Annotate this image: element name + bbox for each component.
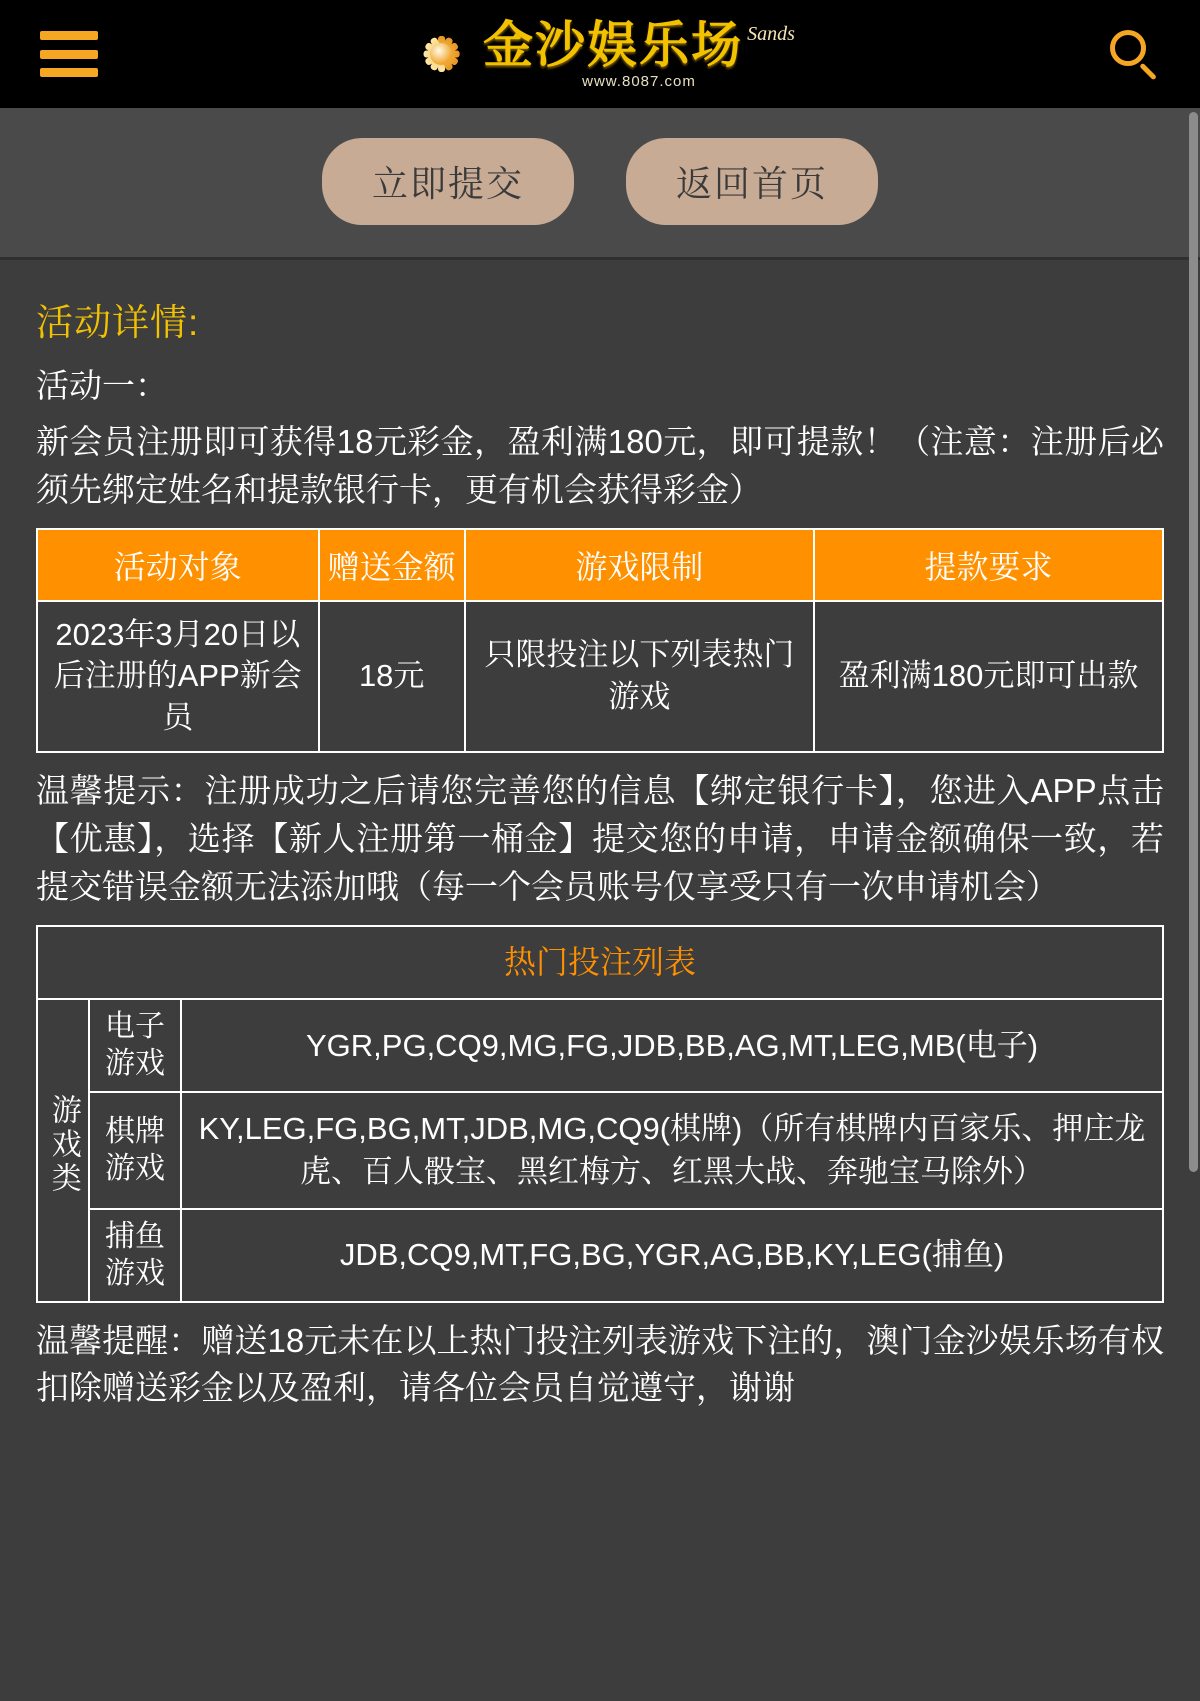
hot-games-table [36,925,1164,1303]
game-list-fish: JDB,CQ9,MT,FG,BG,YGR,AG,BB,KY,LEG(捕鱼) [181,1209,1163,1302]
cell-target: 2023年3月20日以后注册的APP新会员 [37,601,319,753]
col-header-game-limit: 游戏限制 [465,529,814,601]
submit-button[interactable]: 立即提交 [322,138,574,225]
warm-tips-text: 温馨提示：注册成功之后请您完善您的信息【绑定银行卡】，您进入APP点击【优惠】，选择【新人注册第一桶金】提交您的申请，申请金额确保一致，若提交错误金额无法添加哦（每一个会员账号仅享受只有一次申请机会） [36,772,1164,905]
game-type-fish: 捕鱼游戏 [89,1209,181,1302]
logo-url-text: www.8087.com [582,72,696,90]
col-header-amount: 赠送金额 [319,529,465,601]
action-button-bar [0,108,1200,260]
logo-sands-text: Sands [747,22,795,45]
page-scrollbar[interactable] [1189,112,1198,1695]
scrollbar-thumb[interactable] [1189,112,1198,1172]
warm-reminder-text: 温馨提醒：赠送18元未在以上热门投注列表游戏下注的，澳门金沙娱乐场有权扣除赠送彩金以及盈利，请各位会员自觉遵守，谢谢 [36,1321,1164,1407]
logo-chinese-text: 金沙娱乐场 [483,15,744,74]
game-type-card: 棋牌游戏 [89,1092,181,1209]
col-header-withdraw: 提款要求 [814,529,1163,601]
table-row [37,1092,1163,1209]
menu-bar-2 [40,50,98,59]
back-home-button[interactable]: 返回首页 [626,138,878,225]
table-header-row [37,529,1163,601]
game-category-text: 游戏类 [46,1094,80,1197]
activity-content [0,260,1200,1466]
table-row [37,1209,1163,1302]
app-header [0,0,1200,108]
page-title: 活动详情: [36,302,200,343]
promotion-table [36,528,1164,754]
hamburger-menu-icon[interactable] [40,31,102,77]
cell-game-limit: 只限投注以下列表热门游戏 [465,601,814,753]
menu-bar-1 [40,31,98,40]
hot-list-title: 热门投注列表 [37,926,1163,999]
hot-list-title-row [37,926,1163,999]
game-list-card: KY,LEG,FG,BG,MT,JDB,MG,CQ9(棋牌)（所有棋牌内百家乐、押庄龙虎、百人骰宝、黑红梅方、红黑大战、奔驰宝马除外） [181,1092,1163,1209]
search-icon[interactable] [1108,28,1160,80]
activity-intro-text: 新会员注册即可获得18元彩金，盈利满180元，即可提款！（注意：注册后必须先绑定姓名和提款银行卡，更有机会获得彩金） [36,422,1164,508]
sun-burst-icon [405,18,477,90]
cell-withdraw: 盈利满180元即可出款 [814,601,1163,753]
game-list-slot: YGR,PG,CQ9,MG,FG,JDB,BB,AG,MT,LEG,MB(电子) [181,999,1163,1092]
table-row [37,999,1163,1092]
activity-label: 活动一： [36,367,168,404]
cell-amount: 18元 [319,601,465,753]
table-row [37,601,1163,753]
game-type-slot: 电子游戏 [89,999,181,1092]
site-logo[interactable] [405,15,795,90]
col-header-target: 活动对象 [37,529,319,601]
game-category-label [37,999,89,1302]
menu-bar-3 [40,68,98,77]
